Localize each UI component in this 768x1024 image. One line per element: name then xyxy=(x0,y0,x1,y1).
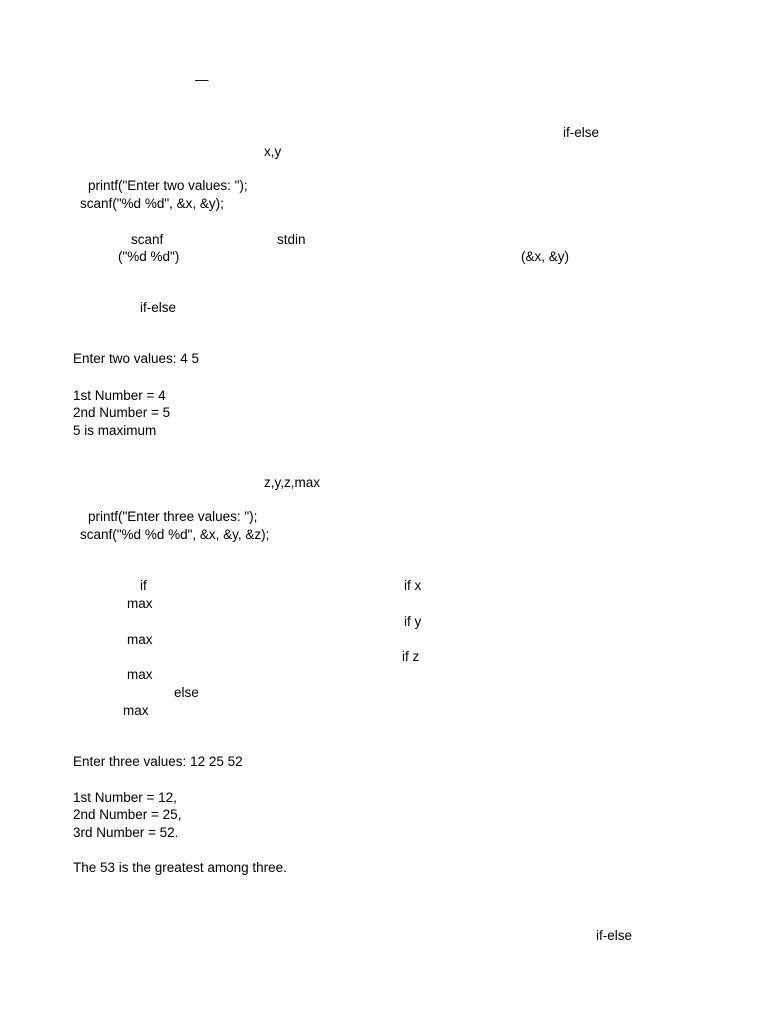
condition-y: if y xyxy=(404,614,422,629)
condition-x: if x xyxy=(404,578,422,593)
two-values-variables: x,y xyxy=(264,144,282,159)
ifelse-keyword-footer: if-else xyxy=(596,928,633,943)
code-scanf-two: scanf("%d %d", &x, &y); xyxy=(80,196,224,211)
explain-stdin-term: stdin xyxy=(277,232,306,247)
output-two-second: 2nd Number = 5 xyxy=(73,405,171,420)
three-values-variables: z,y,z,max xyxy=(264,475,321,490)
explain-address-args: (&x, &y) xyxy=(521,249,570,264)
output-two-prompt: Enter two values: 4 5 xyxy=(73,351,200,366)
output-three-result: The 53 is the greatest among three. xyxy=(73,860,287,875)
condition-z: if z xyxy=(402,649,420,664)
max-label-2: max xyxy=(127,632,153,647)
output-three-first: 1st Number = 12, xyxy=(73,790,177,805)
explain-scanf-term: scanf xyxy=(131,232,164,247)
output-two-first: 1st Number = 4 xyxy=(73,388,166,403)
output-three-second: 2nd Number = 25, xyxy=(73,807,182,822)
output-three-prompt: Enter three values: 12 25 52 xyxy=(73,754,243,769)
explain-format-string: ("%d %d") xyxy=(118,249,180,264)
code-scanf-three: scanf("%d %d %d", &x, &y, &z); xyxy=(80,527,270,542)
output-three-third: 3rd Number = 52. xyxy=(73,825,179,840)
if-keyword: if xyxy=(140,578,147,593)
max-label-1: max xyxy=(127,596,153,611)
explain-ifelse-term: if-else xyxy=(140,300,177,315)
ifelse-keyword-heading: if-else xyxy=(563,125,600,140)
code-printf-two: printf("Enter two values: "); xyxy=(88,178,248,193)
output-two-max: 5 is maximum xyxy=(73,423,157,438)
dash-mark: — xyxy=(195,72,209,87)
else-keyword: else xyxy=(174,685,199,700)
max-label-4: max xyxy=(123,703,149,718)
code-printf-three: printf("Enter three values: "); xyxy=(88,509,258,524)
max-label-3: max xyxy=(127,667,153,682)
